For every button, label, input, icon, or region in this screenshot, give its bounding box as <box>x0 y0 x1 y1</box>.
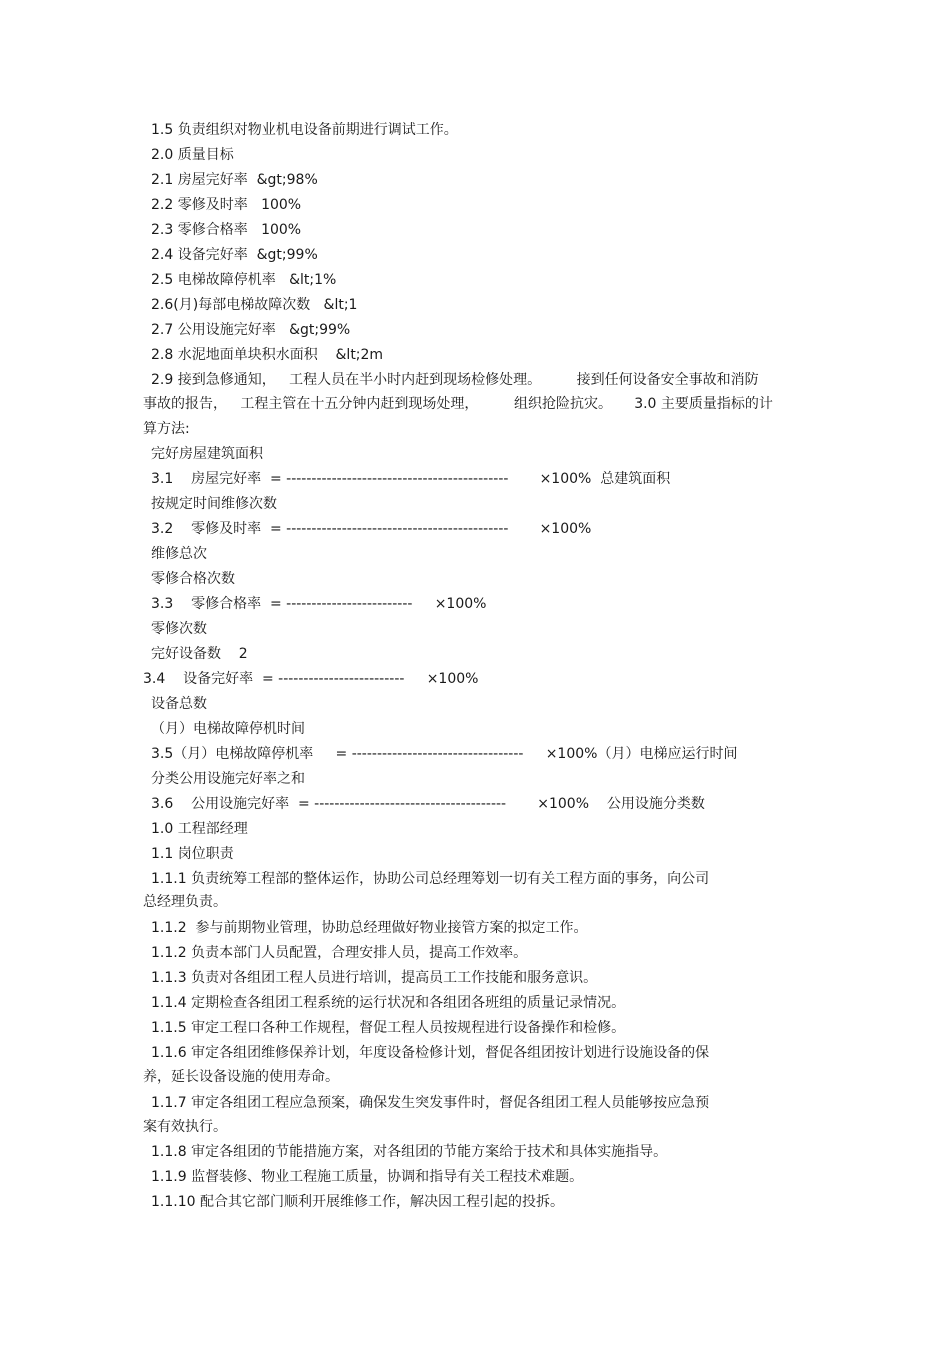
text-line: 案有效执行。 <box>143 1119 227 1135</box>
text-line: 设备总数 <box>151 696 207 712</box>
text-line: 1.1.3 负责对各组团工程人员进行培训，提高员工工作技能和服务意识。 <box>151 970 598 986</box>
text-line: 1.0 工程部经理 <box>151 821 248 837</box>
text-line: 2.9 接到急修通知， 工程人员在半小时内赶到现场检修处理。 接到任何设备安全事故和消防 <box>151 372 759 388</box>
text-line: 1.1 岗位职责 <box>151 846 234 862</box>
text-line: 2.2 零修及时率 100% <box>151 197 302 213</box>
text-line: 1.1.4 定期检查各组团工程系统的运行状况和各组团各班组的质量记录情况。 <box>151 995 626 1011</box>
text-line: 2.0 质量目标 <box>151 147 234 163</box>
text-line: 1.1.7 审定各组团工程应急预案，确保发生突发事件时，督促各组团工程人员能够按应急预 <box>151 1095 710 1111</box>
text-line: 2.3 零修合格率 100% <box>151 222 302 238</box>
text-line: 3.4 设备完好率 = ------------------------- ×100% <box>143 671 479 687</box>
text-line: 2.4 设备完好率 &gt;99% <box>151 247 318 263</box>
text-line: 2.8 水泥地面单块积水面积 &lt;2m <box>151 347 384 363</box>
text-line: 完好房屋建筑面积 <box>151 446 263 462</box>
text-line: 1.1.2 参与前期物业管理，协助总经理做好物业接管方案的拟定工作。 <box>151 920 588 936</box>
text-line: 1.1.6 审定各组团维修保养计划，年度设备检修计划，督促各组团按计划进行设施设备的保 <box>151 1045 710 1061</box>
text-line: 算方法: <box>143 421 190 437</box>
text-line: 3.6 公用设施完好率 = -------------------------------------- ×100% 公用设施分类数 <box>151 796 705 812</box>
text-line: 1.5 负责组织对物业机电设备前期进行调试工作。 <box>151 122 458 138</box>
text-line: 2.1 房屋完好率 &gt;98% <box>151 172 318 188</box>
text-line: 3.3 零修合格率 = ------------------------- ×100% <box>151 596 487 612</box>
text-line: 2.6(月)每部电梯故障次数 &lt;1 <box>151 297 358 313</box>
text-line: 零修合格次数 <box>151 571 235 587</box>
text-line: 按规定时间维修次数 <box>151 496 277 512</box>
text-line: 2.5 电梯故障停机率 &lt;1% <box>151 272 337 288</box>
text-line: 分类公用设施完好率之和 <box>151 771 305 787</box>
text-line: 完好设备数 2 <box>151 646 248 662</box>
text-line: 2.7 公用设施完好率 &gt;99% <box>151 322 351 338</box>
text-line: 1.1.10 配合其它部门顺利开展维修工作，解决因工程引起的投拆。 <box>151 1194 564 1210</box>
text-line: 零修次数 <box>151 621 207 637</box>
text-line: 1.1.9 监督装修、物业工程施工质量，协调和指导有关工程技术难题。 <box>151 1169 584 1185</box>
text-line: 1.1.1 负责统筹工程部的整体运作，协助公司总经理筹划一切有关工程方面的事务，向公司 <box>151 871 710 887</box>
text-line: 总经理负责。 <box>143 894 227 910</box>
text-line: 1.1.5 审定工程口各种工作规程，督促工程人员按规程进行设备操作和检修。 <box>151 1020 626 1036</box>
text-line: 3.2 零修及时率 = -------------------------------------------- ×100% <box>151 521 592 537</box>
text-line: 维修总次 <box>151 546 207 562</box>
text-line: 3.5（月）电梯故障停机率 = ---------------------------------- ×100%（月）电梯应运行时间 <box>151 746 738 762</box>
text-line: 1.1.8 审定各组团的节能措施方案，对各组团的节能方案给于技术和具体实施指导。 <box>151 1144 668 1160</box>
text-line: 养，延长设备设施的使用寿命。 <box>143 1069 339 1085</box>
text-line: 1.1.2 负责本部门人员配置，合理安排人员，提高工作效率。 <box>151 945 528 961</box>
text-line: （月）电梯故障停机时间 <box>151 721 305 737</box>
text-line: 事故的报告， 工程主管在十五分钟内赶到现场处理， 组织抢险抗灾。 3.0 主要质量指标的计 <box>143 396 773 412</box>
text-line: 3.1 房屋完好率 = -------------------------------------------- ×100% 总建筑面积 <box>151 471 671 487</box>
